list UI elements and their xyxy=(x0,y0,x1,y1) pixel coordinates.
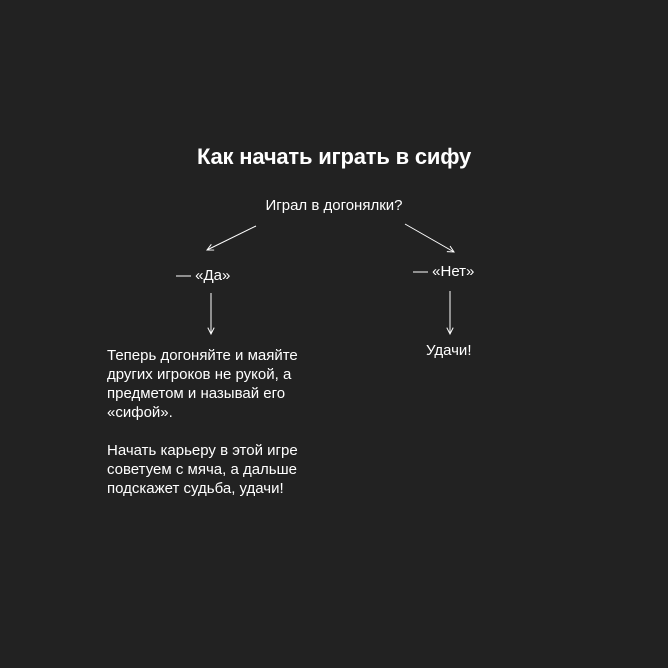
yes-instructions-paragraph: Теперь догоняйте и маяйте других игроков не рукой, а предметом и называй его «сифой». xyxy=(107,347,298,421)
no-result-text: Удачи! xyxy=(426,342,472,359)
no-branch-label: — «Нет» xyxy=(413,263,475,280)
yes-advice-paragraph: Начать карьеру в этой игре советуем с мяча, а дальше подскажет судьба, удачи! xyxy=(107,442,298,497)
arrow-to-yes xyxy=(207,226,256,250)
arrow-to-no xyxy=(405,224,454,252)
diagram-title: Как начать играть в сифу xyxy=(196,144,471,169)
question-node: Играл в догонялки? xyxy=(265,197,403,214)
yes-branch-label: — «Да» xyxy=(176,267,231,284)
